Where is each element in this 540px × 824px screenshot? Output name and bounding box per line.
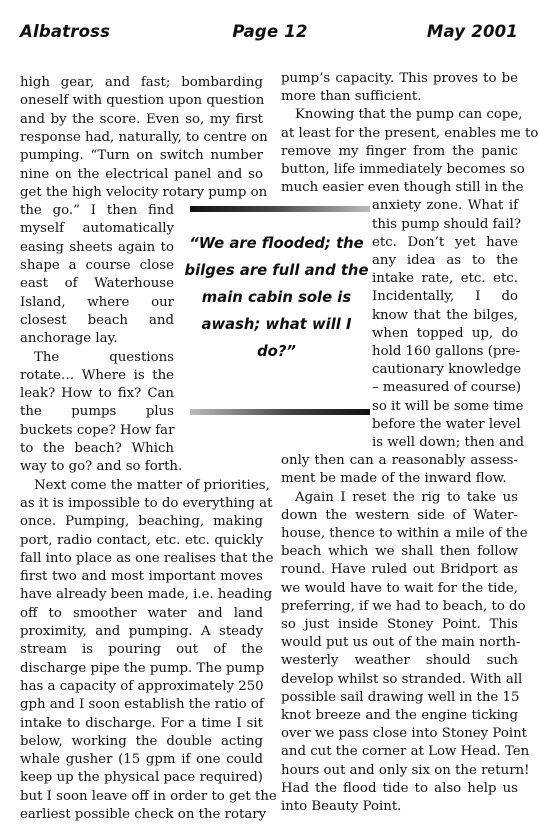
pull-quote-text: “We are flooded; the bilges are full and the main cabin sole is awash; what will I do?”	[184, 235, 369, 360]
text-line: have already been made, i.e. heading	[20, 587, 273, 603]
text-line: intake to discharge. For a time I sit	[20, 715, 263, 731]
text-line: rotate… Where is the	[20, 367, 174, 383]
text-line: button, life immediately becomes so	[281, 162, 525, 177]
text-line: and cut the corner at Low Head. Ten	[281, 744, 530, 760]
text-line: has a capacity of approximately 250	[20, 678, 264, 694]
text-line: oneself with question upon question	[20, 93, 265, 109]
text-line: Again I reset the rig to take us	[295, 489, 518, 505]
text-line: way to go? and so forth.	[20, 459, 183, 475]
text-line: before the water level	[372, 416, 521, 432]
text-line: the pumps plus	[20, 404, 174, 420]
text-line: know that the bilges,	[372, 307, 518, 323]
text-line: Incidentally, I do	[372, 289, 518, 305]
text-line: beach which we shall then follow	[281, 544, 518, 560]
text-line: discharge pipe the pump. The pump	[20, 660, 265, 676]
text-line: and by the score. Even so, my first	[20, 111, 263, 127]
text-line: so just inside Stoney Point. This	[281, 617, 518, 632]
text-line: shape a course close	[20, 258, 174, 273]
text-line: high gear, and fast; bombarding	[20, 75, 263, 90]
text-line: The questions	[34, 349, 174, 365]
text-line: myself automatically	[20, 221, 174, 237]
text-line: at least for the present, enables me to	[281, 125, 539, 141]
text-line: closest beach and	[20, 312, 174, 328]
text-line: much easier even though still in the	[281, 180, 524, 196]
pull-quote-top-rule	[190, 206, 370, 212]
issue-date: May 2001	[426, 22, 518, 41]
text-line: anxiety zone. What if	[372, 198, 518, 214]
text-line: is well down; then and	[372, 435, 525, 450]
text-line: whale gusher (15 gpm if one could	[20, 752, 263, 768]
text-line: hold 160 gallons (pre-	[372, 344, 521, 359]
text-line: pump’s capacity. This proves to be	[281, 71, 518, 86]
text-line: Next come the matter of priorities,	[34, 477, 270, 493]
text-line: Island, where our	[20, 294, 174, 310]
text-line: down the western side of Water-	[281, 507, 518, 523]
text-line: once. Pumping, beaching, making	[20, 514, 263, 530]
text-line: westerly weather should such	[281, 653, 518, 669]
text-line: knot breeze and the engine ticking	[281, 708, 518, 723]
text-line: preferring, if we had to beach, to do	[281, 598, 526, 614]
text-line: off to smoother water and land	[20, 605, 263, 621]
text-line: more than sufficient.	[281, 89, 422, 105]
text-line: easing sheets again to	[20, 239, 174, 255]
text-line: first two and most important moves	[20, 569, 263, 585]
pull-quote-bottom-rule	[190, 409, 370, 415]
text-line: so it will be some time	[372, 398, 524, 414]
text-line: gph and I soon establish the ratio of	[20, 697, 264, 713]
publication-title: Albatross	[20, 22, 111, 41]
text-line: possible sail drawing well in the 15	[281, 689, 520, 705]
text-line: any idea as to the	[372, 253, 518, 268]
text-line: – measured of course)	[372, 380, 522, 396]
text-line: earliest possible check on the rotary	[20, 807, 267, 822]
text-line: into Beauty Point.	[281, 799, 402, 814]
text-line: Had the flood tide to also help us	[281, 780, 518, 796]
text-line: hours out and only six on the return!	[281, 762, 530, 778]
text-line: get the high velocity rotary pump on	[20, 184, 268, 200]
text-line: proximity, and pumping. A steady	[20, 624, 263, 639]
text-line: nine on the electrical panel and so	[20, 166, 263, 182]
text-line: fall into place as one realises that the	[20, 550, 274, 566]
text-line: develop whilst so stranded. With all	[281, 671, 523, 687]
text-line: cautionary knowledge	[372, 362, 522, 378]
text-line: as it is impossible to do everything at	[20, 495, 273, 511]
text-line: Knowing that the pump can cope,	[295, 107, 523, 123]
text-line: would put us out of the main north-	[281, 635, 521, 651]
text-line: intake rate, etc. etc.	[372, 271, 518, 287]
text-line: round. Have ruled out Bridport as	[281, 562, 518, 578]
text-line: this pump should fail?	[372, 216, 522, 232]
text-line: anchorage lay.	[20, 331, 118, 347]
text-line: house, thence to within a mile of the	[281, 526, 528, 541]
text-line: stream is pouring out of the	[20, 642, 263, 658]
text-line: but I soon leave off in order to get the	[20, 788, 277, 804]
text-line: below, working the double acting	[20, 733, 263, 749]
text-line: etc. Don’t yet have	[372, 234, 518, 250]
text-line: the go.” I then find	[20, 203, 174, 219]
text-line: we would have to wait for the tide,	[281, 580, 518, 596]
text-line: only then can a reasonably assess-	[281, 453, 518, 469]
text-line: ment be made of the inward flow.	[281, 471, 507, 487]
text-line: east of Waterhouse	[20, 276, 174, 292]
text-line: buckets cope? How far	[20, 422, 175, 438]
text-line: leak? How to fix? Can	[20, 386, 174, 402]
text-line: remove my finger from the panic	[281, 143, 518, 159]
text-line: over we pass close into Stoney Point	[281, 726, 527, 742]
text-line: when topped up, do	[372, 325, 518, 341]
text-line: keep up the physical pace required)	[20, 770, 263, 786]
text-line: response had, naturally, to centre on	[20, 129, 268, 145]
text-line: port, radio contact, etc. etc. quickly	[20, 532, 263, 548]
text-line: to the beach? Which	[20, 441, 174, 456]
page-number: Page 12	[232, 22, 308, 41]
text-line: pumping. “Turn on switch number	[20, 148, 263, 164]
